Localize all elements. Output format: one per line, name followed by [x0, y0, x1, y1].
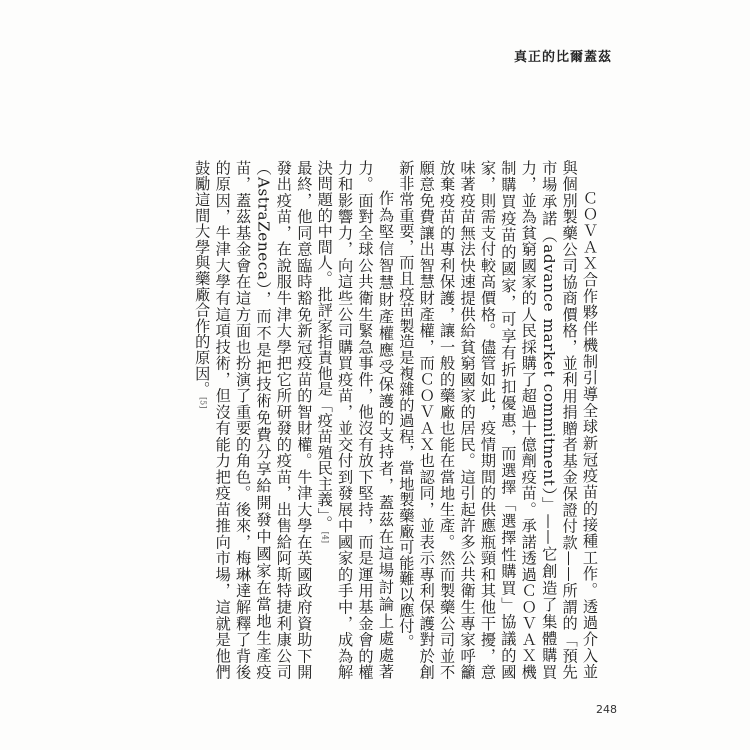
- paragraph-1-text: ＣＯＶＡＸ合作夥伴機制引導全球新冠疫苗的接種工作。透過介入並與個別製藥公司協商價格，並利用捐贈者基金保證付款——所謂的「預先市場承諾（advance market commitment）」——它創造了集體購買力，並為貧窮國家的人民採購了超過十億劑疫苗。承諾透過ＣＯＶＡＸ機制購買疫苗的國家，可享有折扣優惠，而選擇「選擇性購買」協議的國家，則需支付較高價格。儘管如此，疫情期間的供應瓶頸和其他干擾，意味著疫苗無法快速提供給貧窮國家的居民。這引起許多公共衛生專家呼籲放棄疫苗的專利保護，讓一般的藥廠也能在當地生產。然而製藥公司並不願意免費讓出智慧財產權，而ＣＯＶＡＸ也認同，並表示專利保護對於創新非常重要，而且疫苗製造是複雜的過程，當地製藥廠可能難以應付。: [397, 160, 599, 680]
- paragraph-3: [192, 160, 314, 680]
- running-head: 真正的比爾蓋茲: [513, 50, 612, 65]
- paragraph-2: [314, 160, 396, 680]
- paragraph-1: [396, 160, 600, 680]
- footnote-marker-5: [5]: [198, 397, 208, 409]
- page-number: 248: [596, 703, 617, 716]
- paragraph-3-text: 最終，他同意臨時豁免新冠疫苗的智財權。牛津大學在英國政府資助下開發出疫苗，在說服牛津大學把它所研發的疫苗，出售給阿斯特捷利康公司（AstraZeneca），而不是把技術免費分享給開發中國家在當地生產疫苗，蓋茲基金會在這方面也扮演了重要的角色。後來，梅琳達解釋了背後的原因，牛津大學有這項技術，但沒有能力把疫苗推向市場，這就是他們鼓勵這間大學與藥廠合作的原因。: [193, 160, 314, 680]
- paragraph-2-text: 作為堅信智慧財產權應受保護的支持者，蓋茲在這場討論上處處著力。面對全球公共衛生緊急事件，他沒有放下堅持，而是運用基金會的權力和影響力，向這些公司購買疫苗，並交付到發展中國家的手中，成為解決問題的中間人。批評家指責他是「疫苗殖民主義」。: [315, 160, 395, 680]
- footnote-marker-4: [4]: [320, 531, 330, 543]
- body-text: [193, 160, 600, 680]
